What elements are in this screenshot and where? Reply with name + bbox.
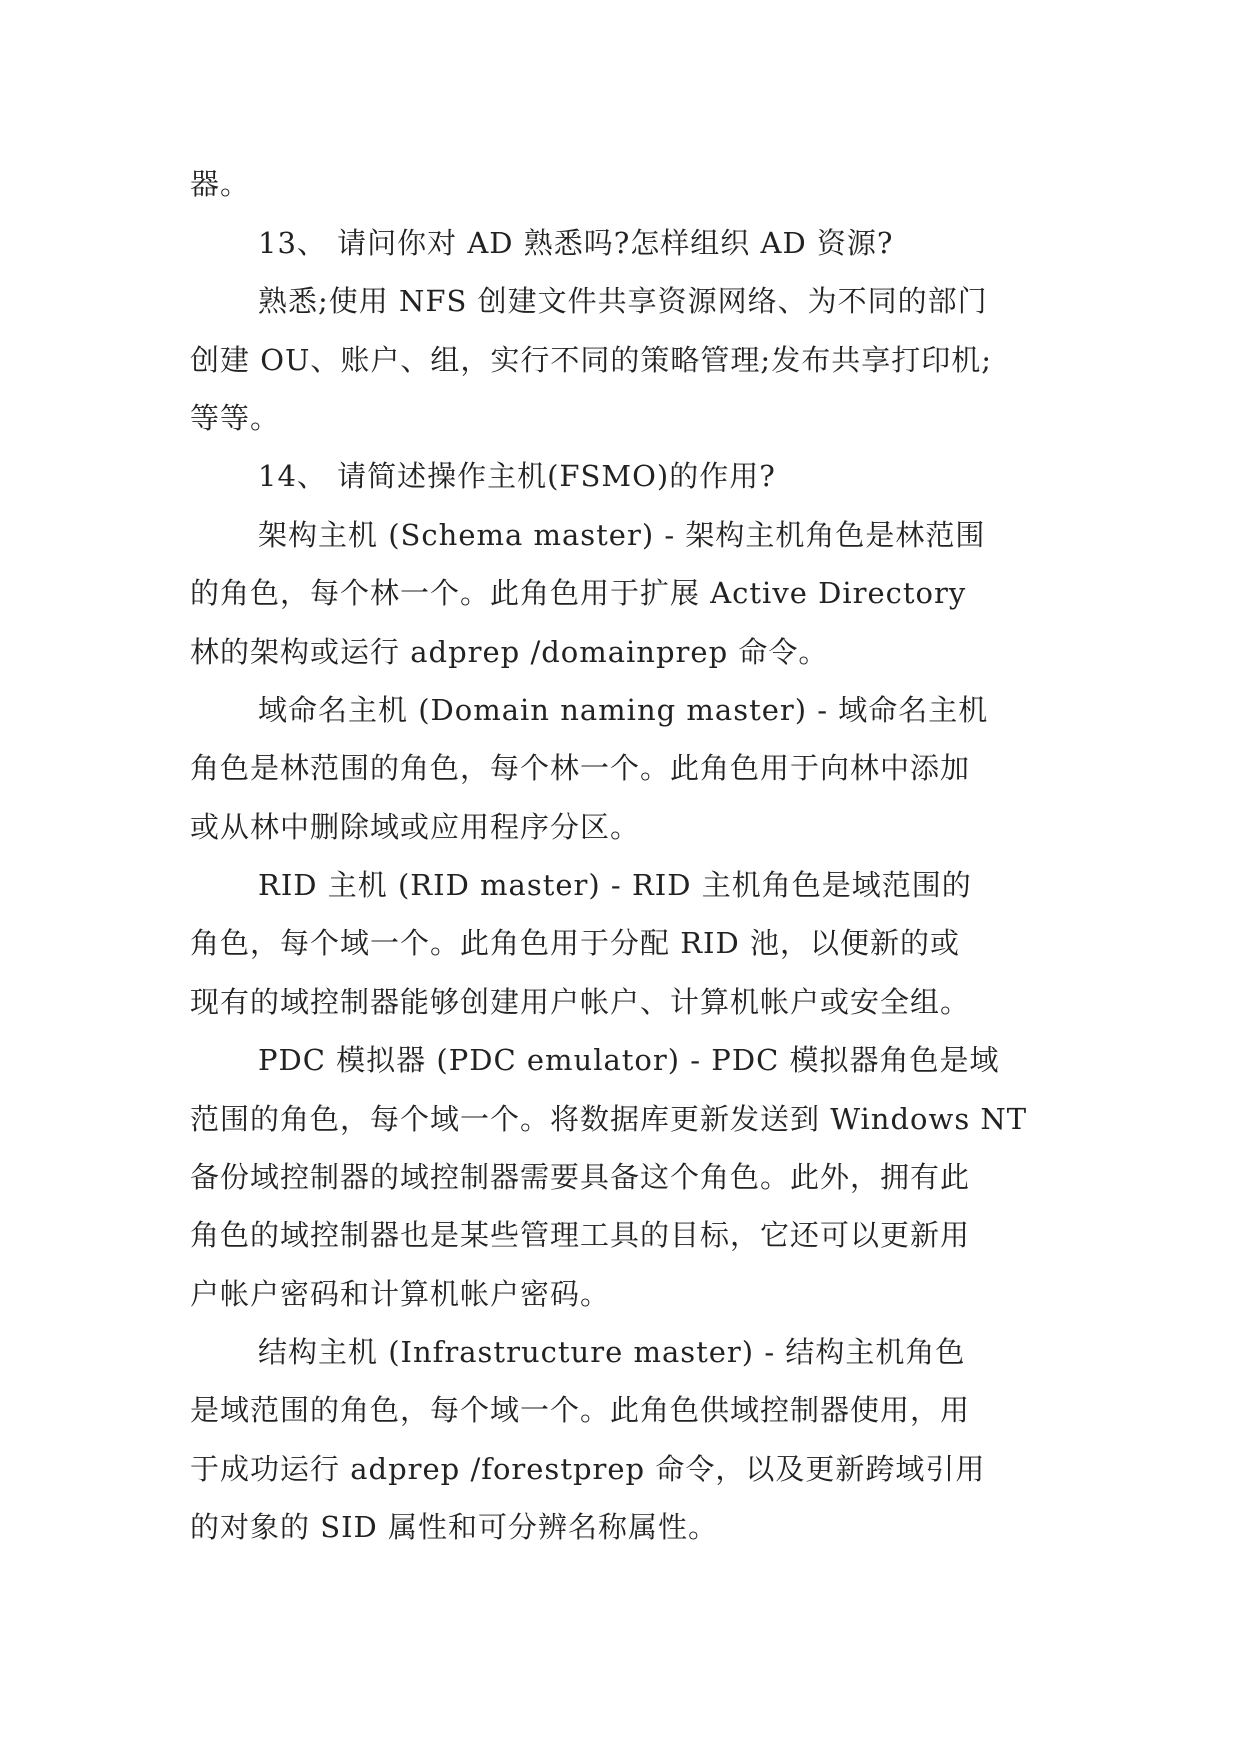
text-line: 结构主机 (Infrastructure master) - 结构主机角色 <box>258 1335 966 1369</box>
text-line: 的对象的 SID 属性和可分辨名称属性。 <box>190 1510 719 1544</box>
text-line: 角色是林范围的角色，每个林一个。此角色用于向林中添加 <box>190 751 971 785</box>
text-line: 范围的角色，每个域一个。将数据库更新发送到 Windows NT <box>190 1102 1028 1136</box>
text-line: 现有的域控制器能够创建用户帐户、计算机帐户或安全组。 <box>190 985 971 1019</box>
text-line: 户帐户密码和计算机帐户密码。 <box>190 1277 611 1311</box>
text-line: 或从林中删除域或应用程序分区。 <box>190 810 641 844</box>
question-13-heading: 13、 请问你对 AD 熟悉吗?怎样组织 AD 资源? <box>258 226 894 260</box>
text-line: 于成功运行 adprep /forestprep 命令，以及更新跨域引用 <box>190 1452 986 1486</box>
text-line: 器。 <box>190 167 251 201</box>
text-line: RID 主机 (RID master) - RID 主机角色是域范围的 <box>258 868 972 902</box>
text-line: PDC 模拟器 (PDC emulator) - PDC 模拟器角色是域 <box>258 1043 1000 1077</box>
text-line: 林的架构或运行 adprep /domainprep 命令。 <box>190 635 829 669</box>
text-line: 域命名主机 (Domain naming master) - 域命名主机 <box>258 693 989 727</box>
text-line: 角色，每个域一个。此角色用于分配 RID 池，以便新的或 <box>190 926 960 960</box>
text-line: 备份域控制器的域控制器需要具备这个角色。此外，拥有此 <box>190 1160 971 1194</box>
text-line: 创建 OU、账户、组，实行不同的策略管理;发布共享打印机; <box>190 343 992 377</box>
text-line: 架构主机 (Schema master) - 架构主机角色是林范围 <box>258 518 986 552</box>
text-line: 熟悉;使用 NFS 创建文件共享资源网络、为不同的部门 <box>258 284 988 318</box>
text-line: 等等。 <box>190 401 281 435</box>
text-line: 的角色，每个林一个。此角色用于扩展 Active Directory <box>190 576 967 610</box>
text-line: 是域范围的角色，每个域一个。此角色供域控制器使用，用 <box>190 1393 971 1427</box>
question-14-heading: 14、 请简述操作主机(FSMO)的作用? <box>258 459 776 493</box>
text-line: 角色的域控制器也是某些管理工具的目标，它还可以更新用 <box>190 1218 971 1252</box>
